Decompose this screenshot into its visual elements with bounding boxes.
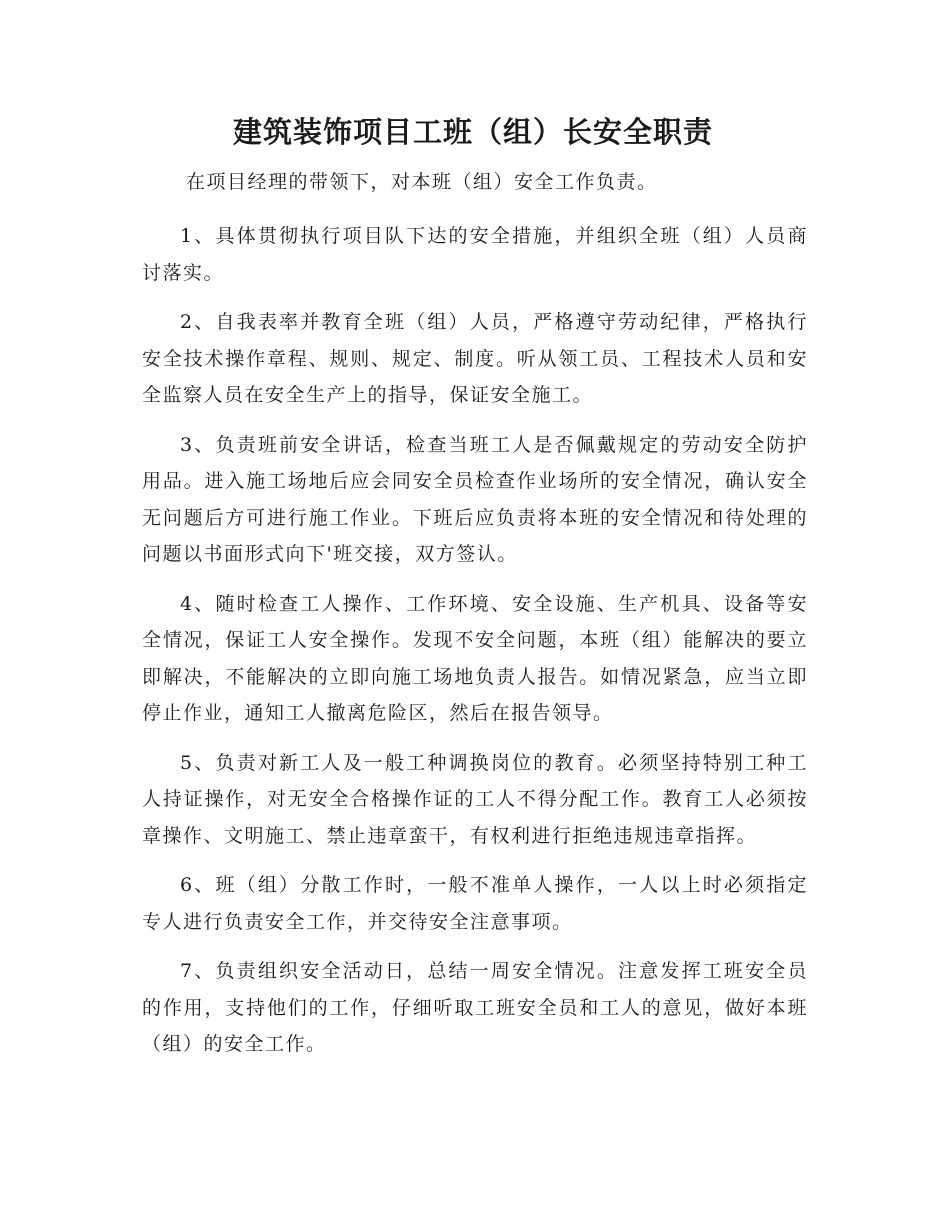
document-page [142,112,808,1076]
paragraph-2: 2、自我表率并教育全班（组）人员，严格遵守劳动纪律，严格执行安全技术操作章程、规则、规定、制度。听从领工员、工程技术人员和安全监察人员在安全生产上的指导，保证安全施工。 [142,311,808,406]
paragraph-1: 1、具体贯彻执行项目队下达的安全措施，并组织全班（组）人员商讨落实。 [142,225,808,284]
document-title: 建筑装饰项目工班（组）长安全职责 [232,115,713,149]
paragraph-4: 4、随时检查工人操作、工作环境、安全设施、生产机具、设备等安全情况，保证工人安全操作。发现不安全问题，本班（组）能解决的要立即解决，不能解决的立即向施工场地负责人报告。如情况紧急，应当立即停止作业，通知工人撤离危险区，然后在报告领导。 [142,592,808,724]
paragraph-7: 7、负责组织安全活动日，总结一周安全情况。注意发挥工班安全员的作用，支持他们的工作，仔细听取工班安全员和工人的意见，做好本班（组）的安全工作。 [142,960,808,1055]
paragraph-5: 5、负责对新工人及一般工种调换岗位的教育。必须坚持特别工种工人持证操作，对无安全合格操作证的工人不得分配工作。教育工人必须按章操作、文明施工、禁止违章蛮干，有权利进行拒绝违规违章指挥。 [142,751,808,847]
intro-paragraph: 在项目经理的带领下，对本班（组）安全工作负责。 [186,171,658,193]
paragraph-3: 3、负责班前安全讲话，检查当班工人是否佩戴规定的劳动安全防护用品。进入施工场地后应会同安全员检查作业场所的安全情况，确认安全无问题后方可进行施工作业。下班后应负责将本班的安全情况和待处理的问题以书面形式向下'班交接，双方签认。 [142,433,808,565]
paragraph-6: 6、班（组）分散工作时，一般不准单人操作，一人以上时必须指定专人进行负责安全工作，并交待安全注意事项。 [142,874,808,933]
